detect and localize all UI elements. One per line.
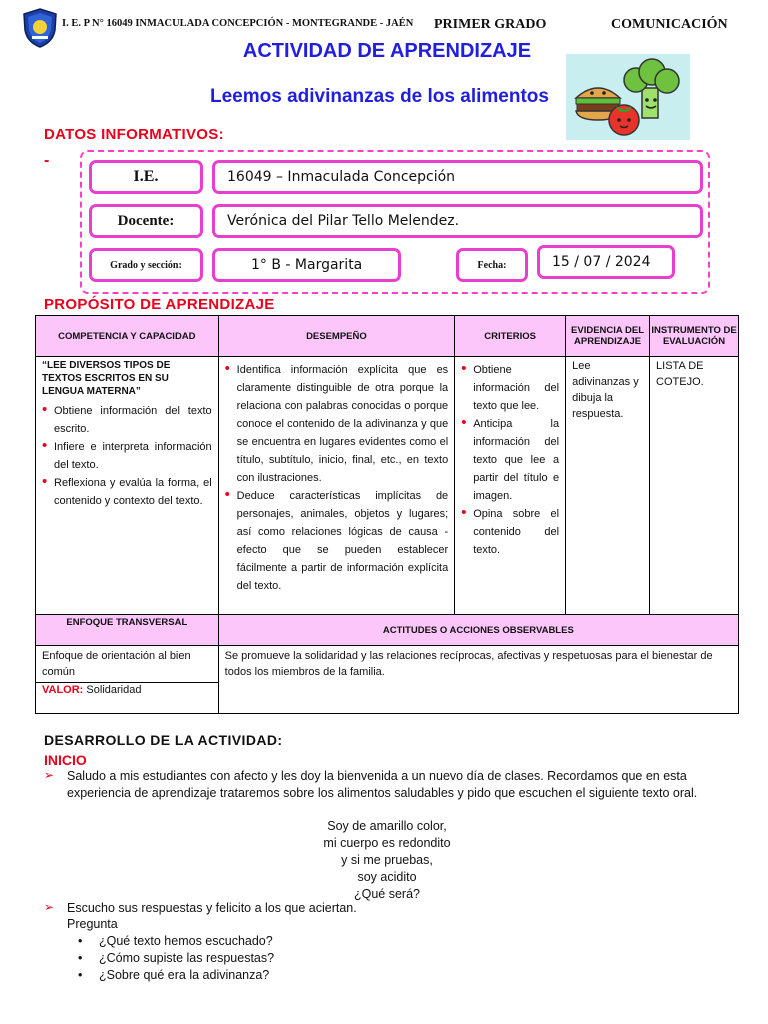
fecha-label: Fecha: (456, 248, 528, 282)
th-criterios: CRITERIOS (455, 316, 566, 357)
desempeno-cell (218, 357, 455, 615)
evidencia-text: Lee adivinanzas y dibuja la respuesta. (572, 360, 639, 420)
food-characters-illustration (566, 54, 690, 140)
instrumento-cell (650, 357, 739, 615)
desarrollo-heading: DESARROLLO DE LA ACTIVIDAD: (44, 732, 283, 748)
bullet-dot-icon: • (78, 951, 83, 965)
riddle-text (0, 818, 768, 903)
docente-value: Verónica del Pilar Tello Melendez. (212, 204, 703, 238)
bullet-dot-icon: • (78, 934, 83, 948)
grado-label: Grado y sección: (89, 248, 203, 282)
criterio-item: • Opina sobre el contenido del texto. (461, 505, 559, 559)
question-item: ¿Sobre qué era la adivinanza? (99, 968, 270, 982)
grade-label: PRIMER GRADO (434, 17, 547, 32)
grado-value: 1° B - Margarita (212, 248, 401, 282)
school-name: I. E. P N° 16049 INMACULADA CONCEPCIÓN - MONTEGRANDE - JAÉN (62, 18, 414, 29)
th-actitudes: ACTITUDES O ACCIONES OBSERVABLES (218, 615, 738, 646)
fecha-value: 15 / 07 / 2024 (537, 245, 675, 279)
desempeno-item: • Identifica información explícita que es claramente distinguible de otra porque la relaciona con palabras conocidas o porque conoce el contenido de la adivinanza y que se encuentra en lugares evidentes como el título, subtítulo, inicio, final, etc., en texto con ilustraciones. (225, 361, 449, 487)
capacidad-item: • Obtiene información del texto escrito. (42, 402, 212, 438)
riddle-line: soy acidito (357, 870, 417, 884)
arrow-bullet-icon: ➢ (44, 900, 55, 914)
valor-label: VALOR: (42, 684, 84, 696)
th-instrumento: INSTRUMENTO DE EVALUACIÓN (650, 316, 739, 357)
instrumento-text: LISTA DE COTEJO. (656, 360, 704, 388)
riddle-line: y si me pruebas, (341, 853, 433, 867)
criterios-cell (455, 357, 566, 615)
proposito-table (35, 315, 739, 714)
actitud-cell (218, 646, 738, 714)
riddle-line: mi cuerpo es redondito (323, 836, 451, 850)
competencia-title: “LEE DIVERSOS TIPOS DE TEXTOS ESCRITOS EN SU LENGUA MATERNA” (42, 360, 171, 397)
th-competencia: COMPETENCIA Y CAPACIDAD (36, 316, 219, 357)
capacidad-item: • Reflexiona y evalúa la forma, el contenido y contexto del texto. (42, 474, 212, 510)
riddle-line: Soy de amarillo color, (327, 819, 447, 833)
ie-label: I.E. (89, 160, 203, 194)
valor-text: Solidaridad (86, 684, 142, 696)
criterio-item: • Obtiene información del texto que lee. (461, 361, 559, 415)
valor-cell (36, 683, 219, 714)
question-item: ¿Cómo supiste las respuestas? (99, 951, 275, 965)
th-enfoque: ENFOQUE TRANSVERSAL (36, 615, 219, 646)
capacidad-item: • Infiere e interpreta información del texto. (42, 438, 212, 474)
question-item: ¿Qué texto hemos escuchado? (99, 934, 273, 948)
enfoque-text: Enfoque de orientación al bien común (42, 650, 191, 678)
pregunta-label: Pregunta (67, 917, 118, 931)
th-desempeno: DESEMPEÑO (218, 316, 455, 357)
datos-dash: - (44, 152, 50, 169)
th-evidencia: EVIDENCIA DEL APRENDIZAJE (566, 316, 650, 357)
competencia-cell (36, 357, 219, 615)
criterio-item: • Anticipa la información del texto que lee a partir del título e imagen. (461, 415, 559, 505)
question-list (78, 933, 274, 984)
docente-label: Docente: (89, 204, 203, 238)
riddle-line: ¿Qué será? (353, 887, 420, 901)
inicio-paragraph: Saludo a mis estudiantes con afecto y les doy la bienvenida a un nuevo día de clases. Recordamos que en esta experiencia de aprendizaje trataremos sobre los alimentos saludables y pido que escuchen el siguiente texto oral. (67, 769, 698, 800)
area-label: COMUNICACIÓN (611, 17, 728, 32)
bullet-dot-icon: • (78, 968, 83, 982)
evidencia-cell (566, 357, 650, 615)
proposito-heading: PROPÓSITO DE APRENDIZAJE (44, 296, 275, 313)
page-subtitle: Leemos adivinanzas de los alimentos (210, 86, 549, 107)
actitud-text: Se promueve la solidaridad y las relaciones recíprocas, afectivas y respetuosas para el bienestar de todos los miembros de la familia. (224, 650, 713, 678)
respuestas-paragraph: Escucho sus respuestas y felicito a los que aciertan. (67, 901, 357, 915)
datos-heading: DATOS INFORMATIVOS: (44, 126, 224, 143)
arrow-bullet-icon: ➢ (44, 768, 55, 782)
page-title: ACTIVIDAD DE APRENDIZAJE (242, 40, 532, 62)
desempeno-item: • Deduce características implícitas de personajes, animales, objetos y lugares; así como relaciones lógicas de causa - efecto que se pueden establecer fácilmente a partir de información explícita del texto. (225, 487, 449, 595)
ie-value: 16049 – Inmaculada Concepción (212, 160, 703, 194)
enfoque-cell (36, 646, 219, 683)
inicio-label: INICIO (44, 752, 87, 768)
